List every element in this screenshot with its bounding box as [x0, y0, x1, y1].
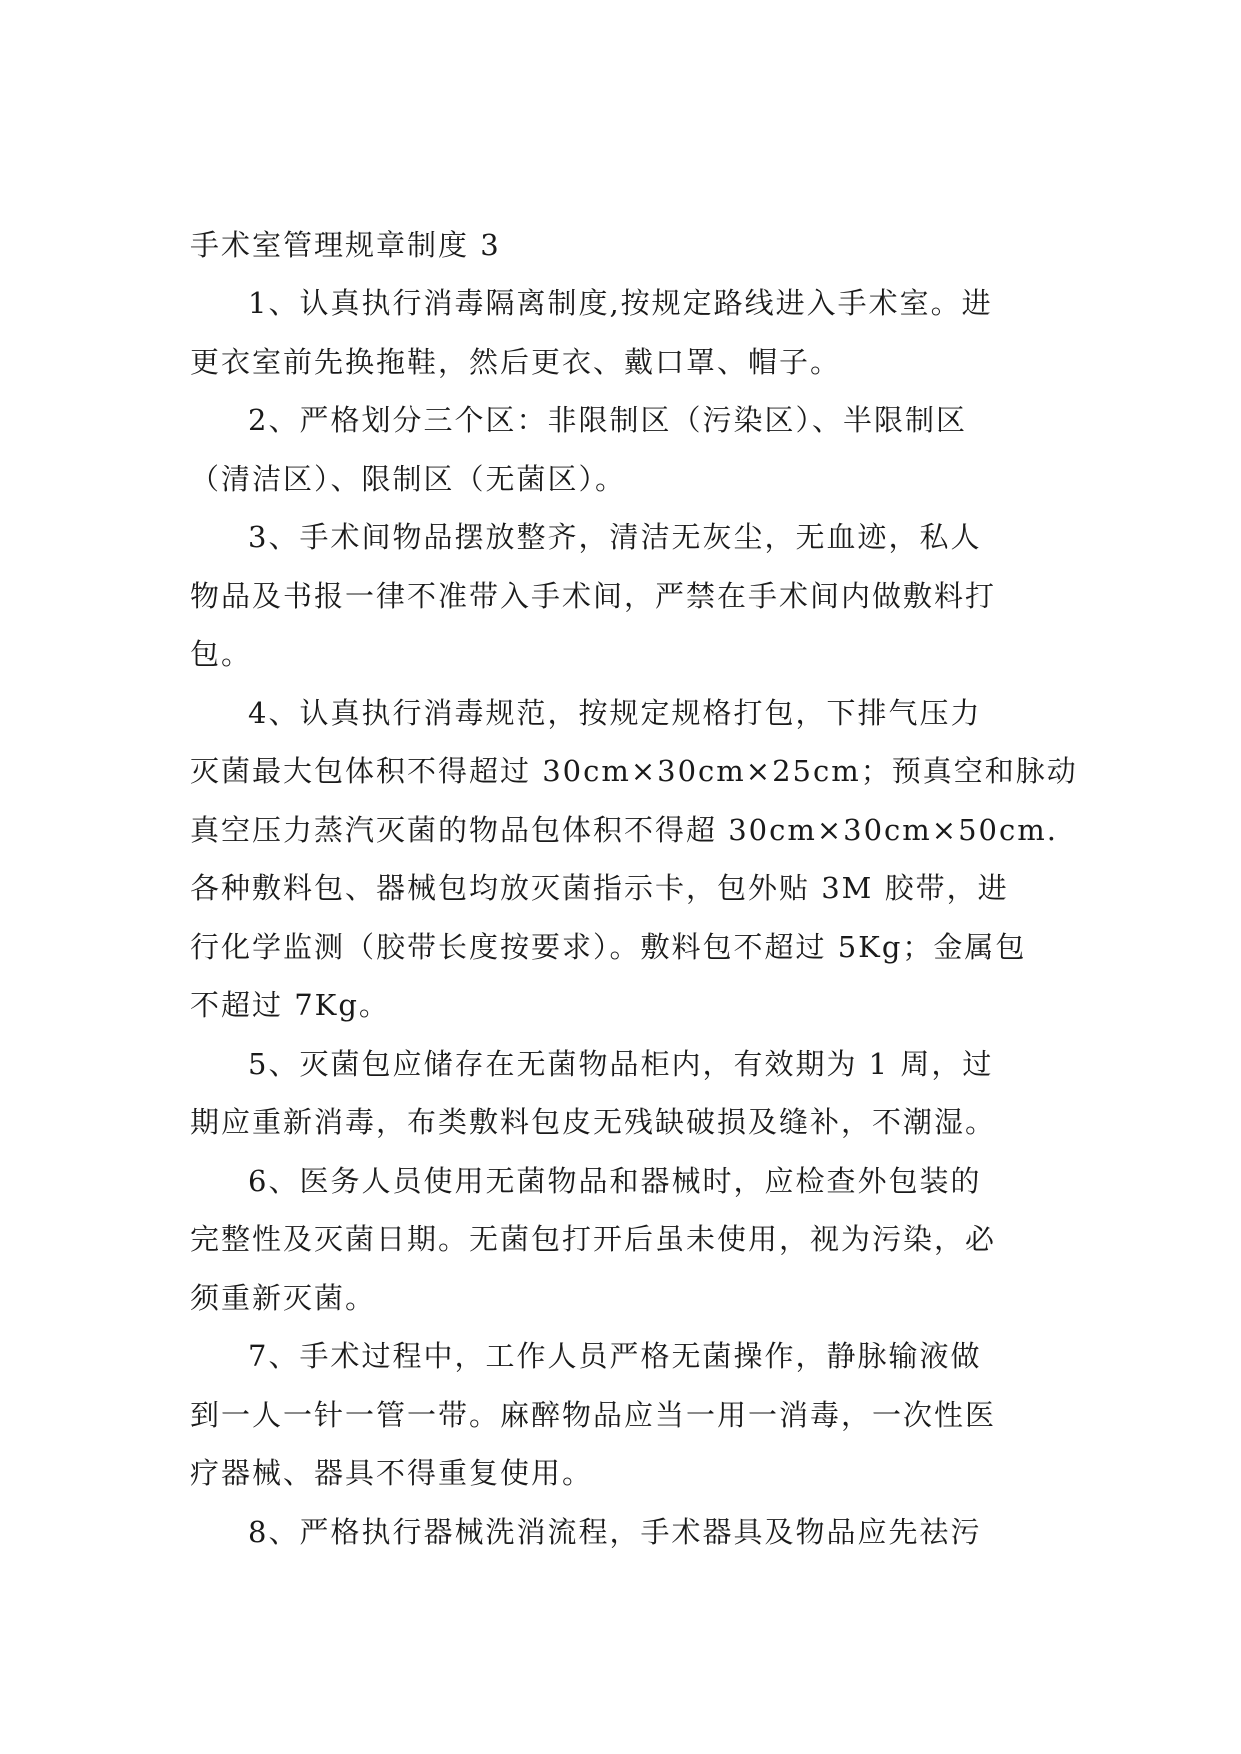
paragraph-line: 5、灭菌包应储存在无菌物品柜内，有效期为 1 周，过 [248, 1046, 994, 1081]
paragraph-line: 7、手术过程中，工作人员严格无菌操作，静脉输液做 [248, 1339, 982, 1373]
paragraph-line: 灭菌最大包体积不得超过 30cm×30cm×25cm；预真空和脉动 [190, 754, 1078, 788]
paragraph-line: 期应重新消毒，布类敷料包皮无残缺破损及缝补，不潮湿。 [190, 1105, 997, 1139]
paragraph-1 [190, 274, 1050, 391]
paragraph-7 [190, 1327, 1050, 1503]
document-body [190, 216, 1078, 1561]
paragraph-2 [190, 391, 1050, 508]
paragraph-line: 到一人一针一管一带。麻醉物品应当一用一消毒，一次性医 [190, 1397, 997, 1432]
paragraph-6 [190, 1152, 1050, 1328]
paragraph-line: 真空压力蒸汽灭菌的物品包体积不得超 30cm×30cm×50cm. [190, 812, 1058, 847]
paragraph-line: 须重新灭菌。 [190, 1280, 377, 1315]
paragraph-line: 完整性及灭菌日期。无菌包打开后虽未使用，视为污染，必 [190, 1222, 997, 1256]
paragraph-line: 更衣室前先换拖鞋，然后更衣、戴口罩、帽子。 [190, 344, 842, 379]
paragraph-line: 3、手术间物品摆放整齐，清洁无灰尘，无血迹，私人 [248, 520, 982, 554]
paragraph-line: （清洁区）、限制区（无菌区）。 [190, 461, 627, 496]
paragraph-line: 疗器械、器具不得重复使用。 [190, 1456, 594, 1490]
paragraph-3 [190, 508, 1050, 684]
paragraph-line: 4、认真执行消毒规范，按规定规格打包，下排气压力 [248, 695, 982, 730]
document-title: 手术室管理规章制度 3 [190, 228, 501, 262]
paragraph-line: 物品及书报一律不准带入手术间，严禁在手术间内做敷料打 [190, 578, 997, 613]
paragraph-line: 包。 [190, 637, 253, 671]
paragraph-line: 各种敷料包、器械包均放灭菌指示卡，包外贴 3M 胶带，进 [190, 871, 1009, 905]
paragraph-4 [190, 684, 1078, 1035]
paragraph-8 [190, 1503, 1050, 1562]
paragraph-line: 1、认真执行消毒隔离制度,按规定路线进入手术室。进 [248, 286, 993, 320]
paragraph-line: 不超过 7Kg。 [190, 988, 390, 1022]
paragraph-line: 8、严格执行器械洗消流程，手术器具及物品应先祛污 [248, 1514, 982, 1549]
paragraph-line: 2、严格划分三个区：非限制区（污染区）、半限制区 [248, 403, 967, 437]
paragraph-5 [190, 1035, 1050, 1152]
paragraph-line: 行化学监测（胶带长度按要求）。敷料包不超过 5Kg；金属包 [190, 929, 1027, 964]
paragraph-line: 6、医务人员使用无菌物品和器械时，应检查外包装的 [248, 1163, 982, 1198]
